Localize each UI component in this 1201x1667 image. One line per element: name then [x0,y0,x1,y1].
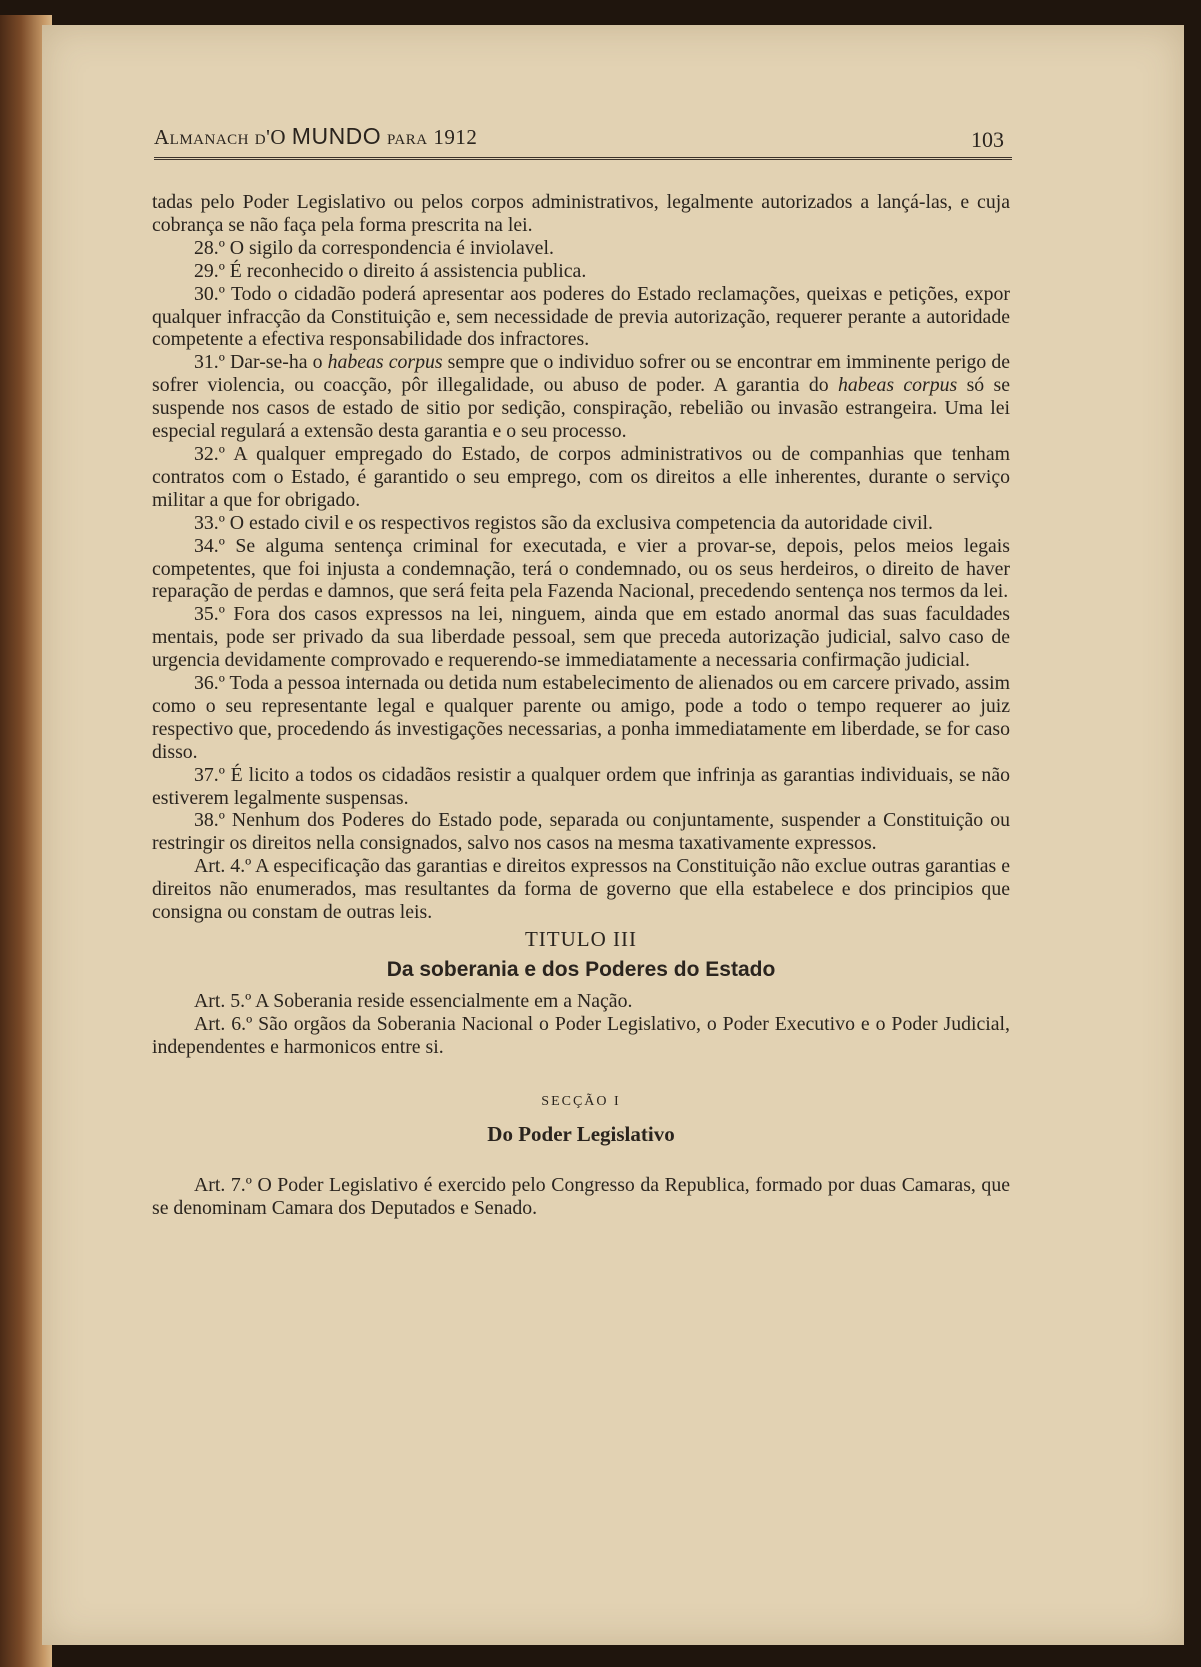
paragraph: 28.º O sigilo da correspondencia é inviolavel. [194,236,554,259]
running-title [154,123,477,150]
paragraph: Art. 7.º O Poder Legislativo é exercido pelo Congresso da Republica, formado por duas Camaras, que se denominam Camara dos Deputados e Senado. [152,1174,1010,1220]
paragraph: tadas pelo Poder Legislativo ou pelos corpos administrativos, legalmente autorizados a lançá-las, e cuja cobrança se não faça pela forma prescrita na lei. [152,191,1010,236]
page-number: 103 [971,127,1004,152]
page-body [152,191,1010,1220]
paragraph: Art. 6.º São orgãos da Soberania Nacional o Poder Legislativo, o Poder Executivo e o Poder Judicial, independentes e harmonicos entre si. [152,1012,1010,1058]
text-run: 31.º Dar-se-ha o [194,351,328,374]
titulo-heading: TITULO III [524,927,638,951]
titulo-subtitle: Da soberania e dos Poderes do Estado [386,957,776,981]
paragraph: 30.º Todo o cidadão poderá apresentar aos poderes do Estado reclamações, queixas e petições, expor qualquer infracção da Constituição e, sem necessidade de previa autorização, requerer perante a autoridade competente a efectiva responsabilidade dos infractores. [152,282,1010,351]
paragraph: 32.º A qualquer empregado do Estado, de corpos administrativos ou de companhias que tenham contratos com o Estado, é garantido o seu emprego, com os direitos a elle inherentes, durante o serviço militar a que for obrigado. [152,442,1010,511]
title-suffix: para 1912 [381,125,478,149]
paragraph: 38.º Nenhum dos Poderes do Estado pode, separada ou conjuntamente, suspender a Constituição ou restringir os direitos nella consignados, salvo nos casos na mesma taxativamente expressos. [152,809,1010,855]
paragraph: 35.º Fora dos casos expressos na lei, ninguem, ainda que em estado anormal das suas faculdades mentais, pode ser privado da sua liberdade pessoal, sem que preceda autorização judicial, salvo caso de urgencia devidamente comprovado e requerendo-se immediatamente a necessaria confirmação judicial. [152,603,1010,672]
paragraph-habeas-corpus [152,351,1010,443]
book-page [42,25,1184,1645]
paragraph: 33.º O estado civil e os respectivos registos são da exclusiva competencia da autoridade civil. [194,511,933,534]
paragraph: 36.º Toda a pessoa internada ou detida num estabelecimento de alienados ou em carcere privado, assim como o seu representante legal e qualquer parente ou amigo, pode a todo o tempo requerer ao juiz respectivo que, procedendo ás investigações necessarias, a ponha immediatamente em liberdade, se for caso disso. [152,672,1010,763]
text-run: sempre que o individuo sofrer ou se encontrar em imminente perigo de sofrer violencia, ou coacção, pôr illegalidade, ou abuso de poder. A garantia do [152,351,1010,397]
paragraph: 29.º É reconhecido o direito á assistencia publica. [194,259,587,282]
paragraph: Art. 5.º A Soberania reside essencialmente em a Nação. [194,989,633,1012]
title-mundo: MUNDO [291,123,382,149]
seccao-subtitle: Do Poder Legislativo [487,1122,675,1147]
italic-term: habeas corpus [838,374,958,397]
paragraph: Art. 4.º A especificação das garantias e direitos expressos na Constituição não exclue outras garantias e direitos não enumerados, mas resultantes da forma de governo que ella estabelece e dos principios que consigna ou constam de outras leis. [152,855,1010,924]
title-prefix: Almanach d'O [154,125,292,149]
running-header [154,117,1012,160]
seccao-heading: SECÇÃO I [541,1093,621,1109]
paragraph: 37.º É licito a todos os cidadãos resistir a qualquer ordem que infrinja as garantias individuais, se não estiverem legalmente suspensas. [152,763,1010,809]
paragraph: 34.º Se alguma sentença criminal for executada, e vier a provar-se, depois, pelos meios legais competentes, que foi injusta a condemnação, terá o condemnado, ou os seus herdeiros, o direito de haver reparação de perdas e damnos, que será feita pela Fazenda Nacional, precedendo sentença nos termos da lei. [152,534,1010,603]
italic-term: habeas corpus [327,351,443,374]
text-run: só se suspende nos casos de estado de sitio por sedição, conspiração, rebelião ou invasão estrangeira. Uma lei especial regulará a extensão desta garantia e o seu processo. [152,374,1010,443]
